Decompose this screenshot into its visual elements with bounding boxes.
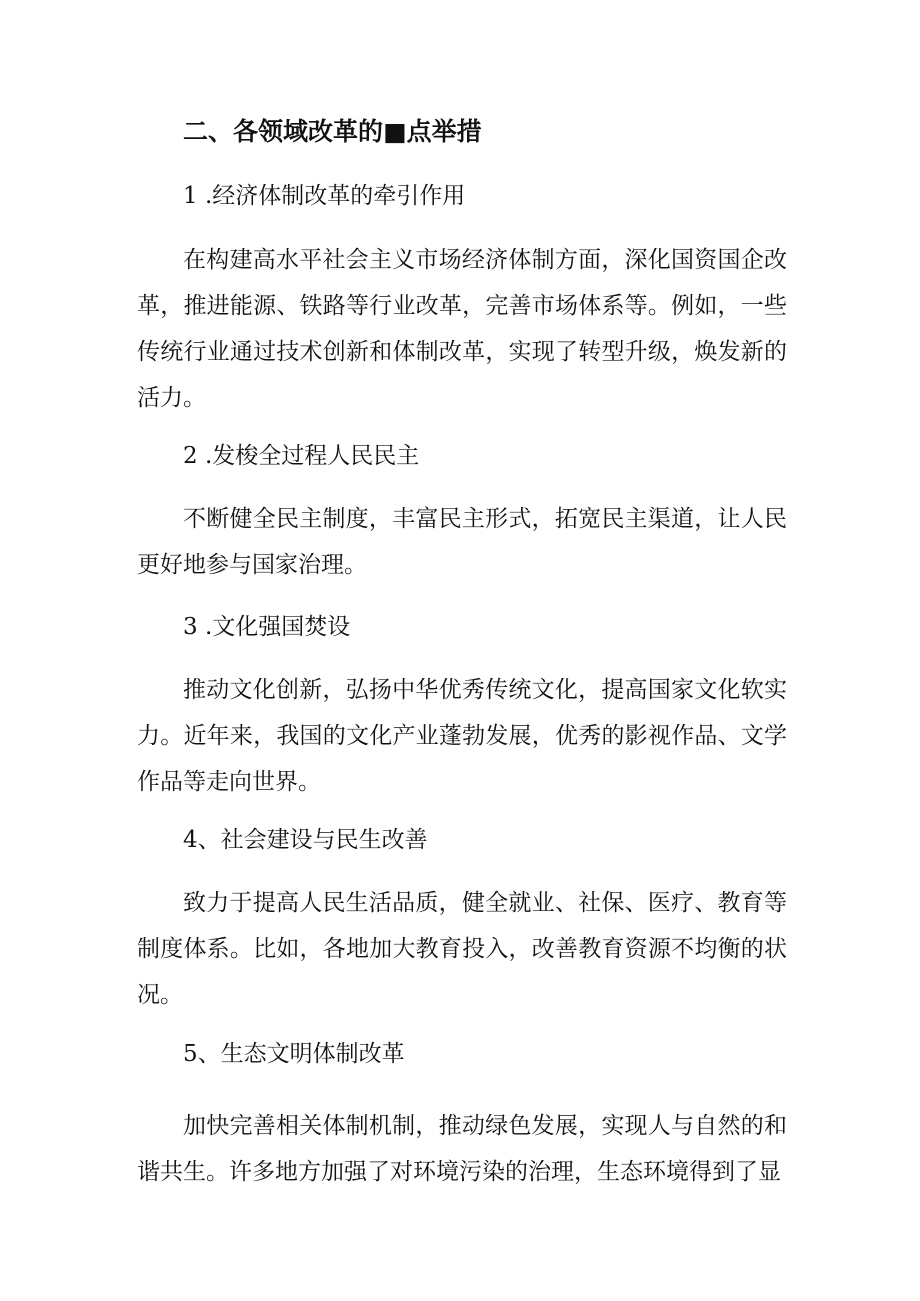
subheading-social-welfare: 4、社会建设与民生改善	[183, 827, 428, 853]
paragraph-ecology: 加快完善相关体制机制，推动绿色发展，实现人与自然的和谐共生。许多地方加强了对环境污染的治理，生态环境得到了显	[137, 1113, 787, 1185]
paragraph-social-welfare: 致力于提高人民生活品质，健全就业、社保、医疗、教育等制度体系。比如，各地加大教育投入，改善教育资源不均衡的状况。	[137, 890, 787, 1008]
paragraph-economic-reform: 在构建高水平社会主义市场经济体制方面，深化国资国企改革，推进能源、铁路等行业改革，完善市场体系等。例如，一些传统行业通过技术创新和体制改革，实现了转型升级，焕发新的活力。	[137, 247, 787, 411]
section-heading: 二、各领域改革的■点举措	[183, 117, 482, 146]
paragraph-democracy: 不断健全民主制度，丰富民主形式，拓宽民主渠道，让人民更好地参与国家治理。	[137, 506, 787, 578]
subheading-democracy: 2 .发梭全过程人民民主	[183, 443, 420, 469]
subheading-economic-reform: 1 .经济体制改革的牵引作用	[183, 183, 466, 209]
subheading-culture: 3 .文化强国焚设	[183, 614, 351, 640]
subheading-ecology: 5、生态文明体制改革	[183, 1041, 405, 1067]
paragraph-culture: 推动文化创新，弘扬中华优秀传统文化，提高国家文化软实力。近年来，我国的文化产业蓬勃发展，优秀的影视作品、文学作品等走向世界。	[137, 677, 787, 795]
